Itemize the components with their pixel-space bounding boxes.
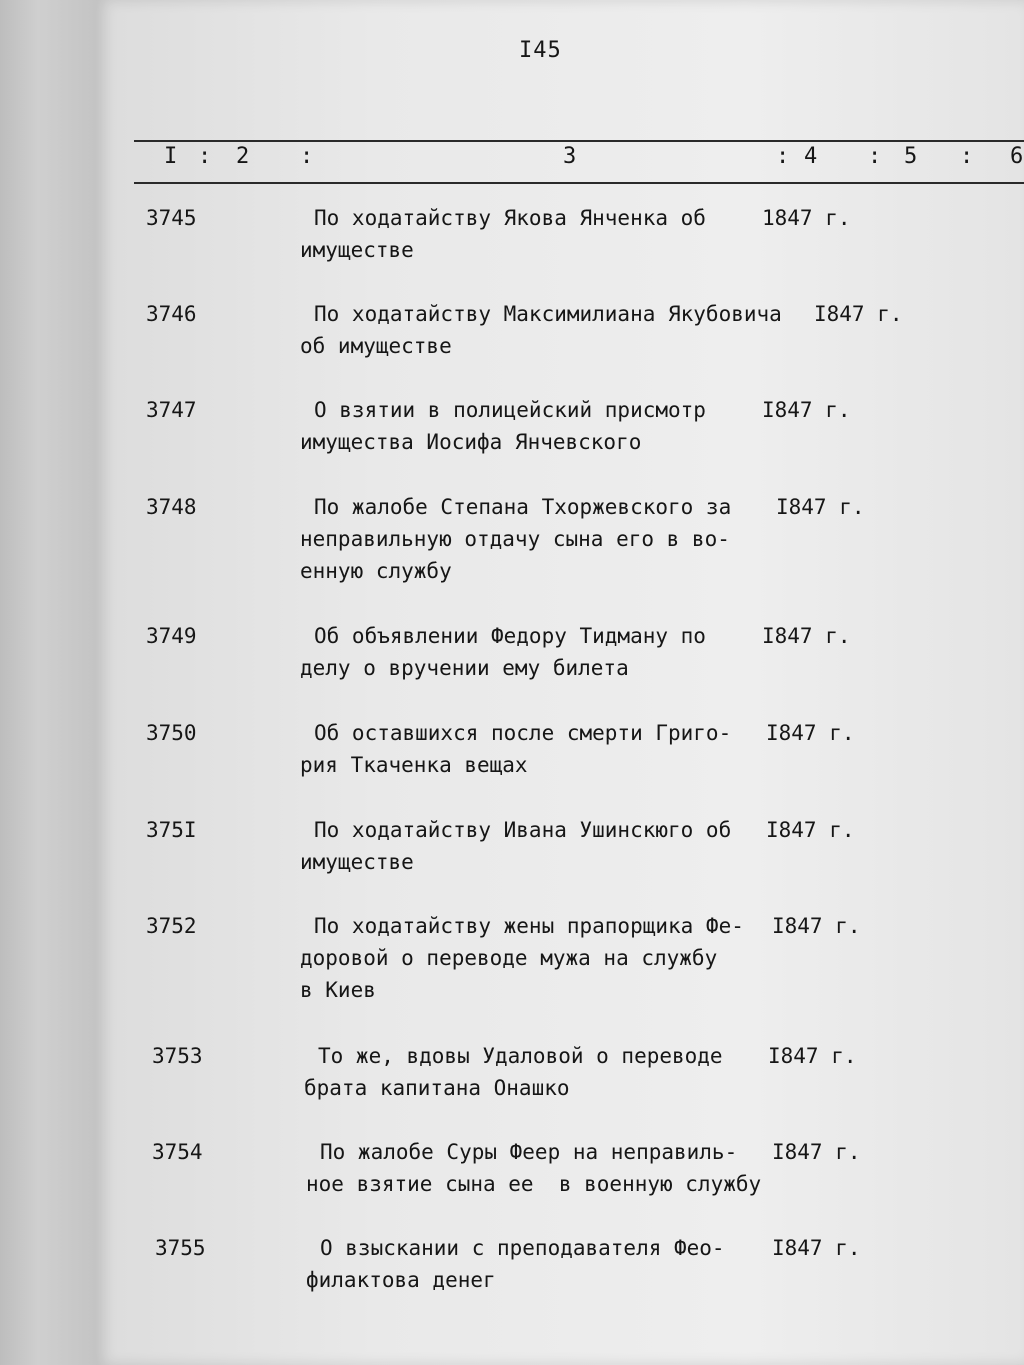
entry-description (300, 298, 780, 362)
entry-line: Об оставшихся после смерти Григо- (314, 721, 732, 745)
entry-year: I847 г. (762, 398, 851, 422)
entry-line: То же, вдовы Удаловой о переводе (318, 1044, 723, 1068)
header-col-5: 5 (904, 144, 918, 169)
entry-line: филактова денег (306, 1268, 496, 1292)
entry-line: О взыскании с преподавателя Фео- (320, 1236, 725, 1260)
entry-number: 3750 (146, 721, 197, 745)
entry-description (300, 717, 780, 781)
entry-line: рия Ткаченка вещах (300, 753, 528, 777)
entry-description (304, 1040, 784, 1104)
header-separator: : (868, 144, 882, 169)
entry-number: 3755 (155, 1236, 206, 1260)
entry-year: 1847 г. (762, 206, 851, 230)
entry-year: I847 г. (766, 721, 855, 745)
entry-line: По ходатайству Якова Янченка об (314, 206, 706, 230)
entry-line: енную службу (300, 559, 452, 583)
entry-line: По ходатайству Ивана Ушинскюго об (314, 818, 732, 842)
entry-description (306, 1232, 786, 1296)
entry-line: По жалобе Степана Тхоржевского за (314, 495, 732, 519)
entry-line: об имуществе (300, 334, 452, 358)
entry-description (300, 910, 780, 1006)
entry-year: I847 г. (772, 914, 861, 938)
entry-line: О взятии в полицейский присмотр (314, 398, 706, 422)
header-col-1: I (164, 144, 178, 169)
entry-description (306, 1136, 786, 1200)
entry-line: имуществе (300, 238, 414, 262)
header-col-3: 3 (563, 144, 577, 169)
entry-number: 3745 (146, 206, 197, 230)
entry-year: I847 г. (814, 302, 903, 326)
header-col-6: 6 (1010, 144, 1024, 169)
entry-year: I847 г. (768, 1044, 857, 1068)
header-rule-bottom (134, 182, 1024, 184)
entry-line: имуществе (300, 850, 414, 874)
entry-description (300, 394, 780, 458)
entry-number: 3746 (146, 302, 197, 326)
entry-year: I847 г. (772, 1140, 861, 1164)
entry-line: в Киев (300, 978, 376, 1002)
entry-line: По ходатайству Максимилиана Якубовича (314, 302, 782, 326)
header-separator: : (776, 144, 790, 169)
entry-line: ное взятие сына ее в военную службу (306, 1172, 762, 1196)
header-separator: : (198, 144, 212, 169)
entry-line: По ходатайству жены прапорщика Фе- (314, 914, 744, 938)
header-separator: : (960, 144, 974, 169)
page-number: I45 (519, 38, 562, 63)
entry-line: доровой о переводе мужа на службу (300, 946, 718, 970)
header-col-4: 4 (804, 144, 818, 169)
entry-line: имущества Иосифа Янчевского (300, 430, 642, 454)
entry-line: брата капитана Онашко (304, 1076, 570, 1100)
entry-year: I847 г. (772, 1236, 861, 1260)
entry-number: 375I (146, 818, 197, 842)
entry-description (300, 491, 780, 587)
entry-number: 3749 (146, 624, 197, 648)
entry-number: 3752 (146, 914, 197, 938)
entry-number: 3747 (146, 398, 197, 422)
header-rule-top (134, 140, 1024, 142)
entry-year: I847 г. (762, 624, 851, 648)
entry-line: По жалобе Суры Феер на неправиль- (320, 1140, 738, 1164)
entry-description (300, 620, 780, 684)
entry-year: I847 г. (776, 495, 865, 519)
entry-line: делу о вручении ему билета (300, 656, 629, 680)
entry-number: 3753 (152, 1044, 203, 1068)
entry-number: 3748 (146, 495, 197, 519)
header-separator: : (300, 144, 314, 169)
facing-page-edge (0, 0, 96, 1365)
entry-line: неправильную отдачу сына его в во- (300, 527, 730, 551)
entry-year: I847 г. (766, 818, 855, 842)
header-col-2: 2 (236, 144, 250, 169)
entry-number: 3754 (152, 1140, 203, 1164)
entry-description (300, 202, 780, 266)
entry-description (300, 814, 780, 878)
entry-line: Об объявлении Федору Тидману по (314, 624, 706, 648)
